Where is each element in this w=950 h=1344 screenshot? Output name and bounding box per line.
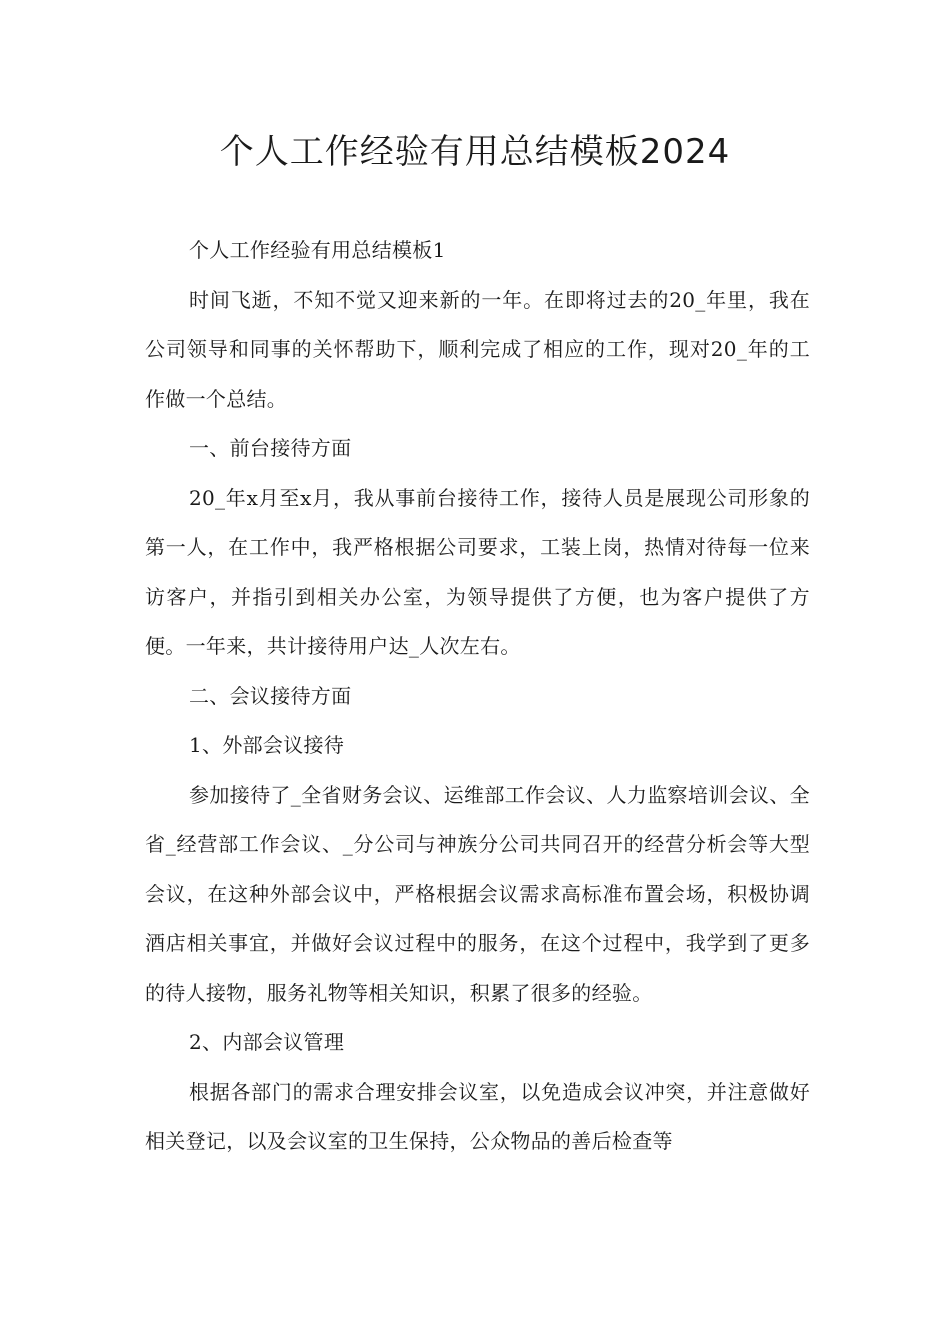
section-heading: 二、会议接待方面 (189, 683, 352, 708)
body-paragraph: 20_年x月至x月，我从事前台接待工作，接待人员是展现公司形象的第一人，在工作中，我严格根据公司要求，工装上岗，热情对待每一位来访客户，并指引到相关办公室，为领导提供了方便，也为客户提供了方便。一年来，共计接待用户达_人次左右。 (145, 485, 810, 658)
subsection-heading: 1、外部会议接待 (189, 733, 345, 757)
document-title: 个人工作经验有用总结模板2024 (219, 132, 731, 172)
subsection-heading: 2、内部会议管理 (189, 1030, 345, 1054)
body-paragraph: 根据各部门的需求合理安排会议室，以免造成会议冲突，并注意做好相关登记，以及会议室的卫生保持，公众物品的善后检查等 (145, 1079, 810, 1153)
section-heading: 一、前台接待方面 (189, 436, 352, 460)
body-paragraph: 参加接待了_全省财务会议、运维部工作会议、人力监察培训会议、全省_经营部工作会议、_分公司与神族分公司共同召开的经营分析会等大型会议，在这种外部会议中，严格根据会议需求高标准布置会场，积极协调酒店相关事宜，并做好会议过程中的服务，在这个过程中，我学到了更多的待人接物，服务礼物等相关知识，积累了很多的经验。 (145, 782, 810, 1005)
body-paragraph: 时间飞逝，不知不觉又迎来新的一年。在即将过去的20_年里，我在公司领导和同事的关怀帮助下，顺利完成了相应的工作，现对20_年的工作做一个总结。 (145, 287, 810, 411)
document-body (145, 226, 810, 1167)
section-heading: 个人工作经验有用总结模板1 (189, 238, 446, 262)
